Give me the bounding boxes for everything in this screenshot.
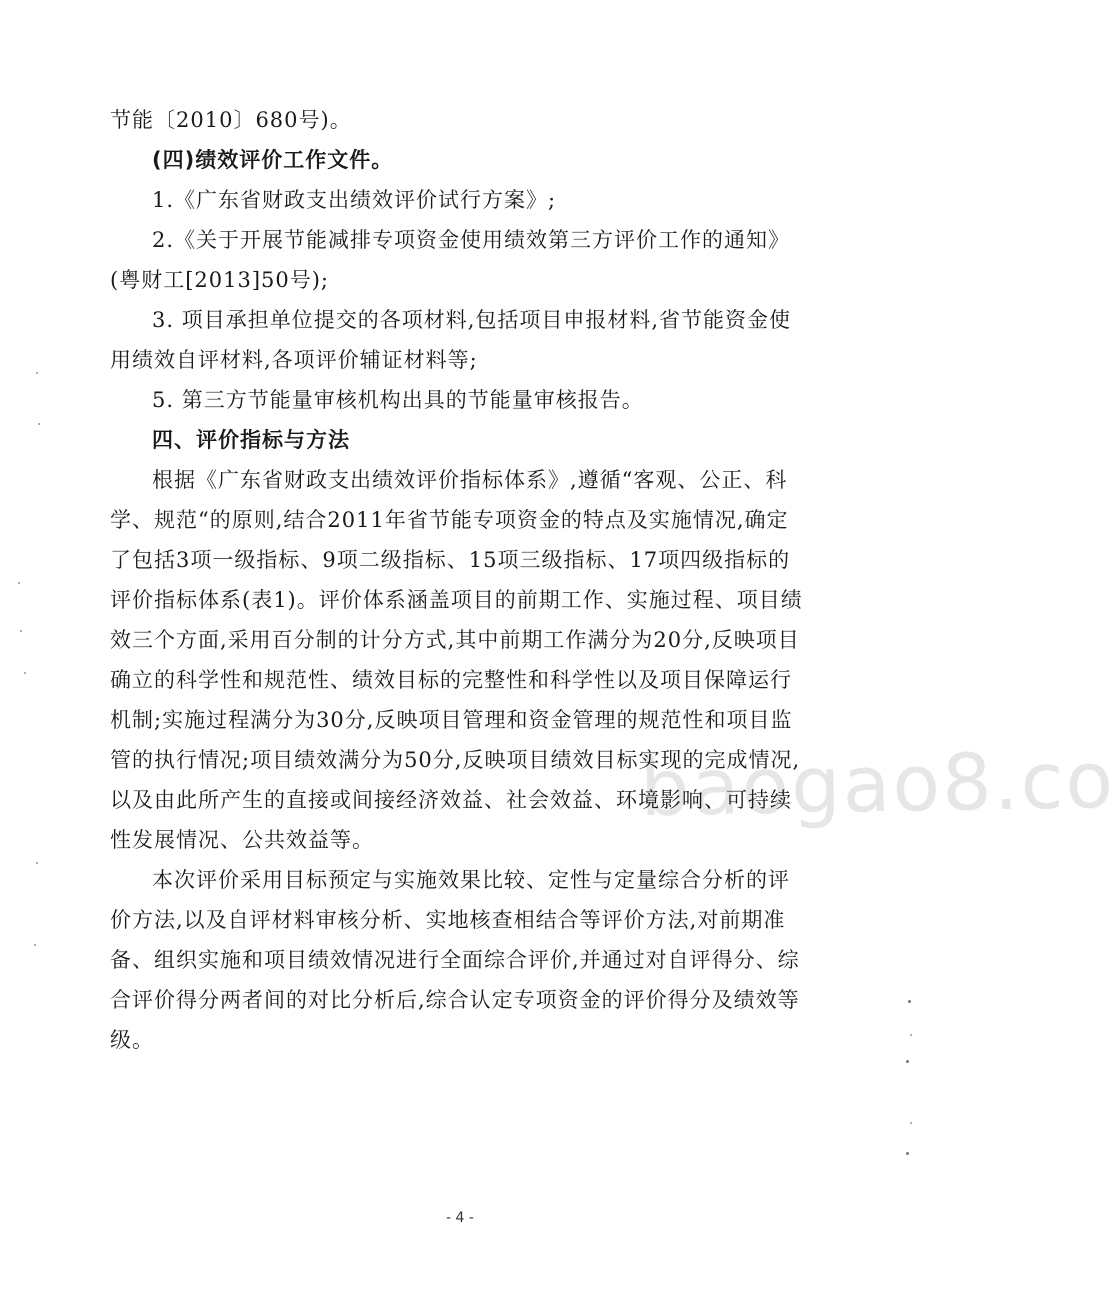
body-text (110, 100, 810, 1060)
list-item-3: 3. 项目承担单位提交的各项材料,包括项目申报材料,省节能资金使用绩效自评材料,各项评价辅证材料等; (110, 308, 792, 372)
scan-speck (906, 1060, 909, 1063)
section-heading-evaluation-documents: (四)绩效评价工作文件。 (152, 148, 394, 172)
scan-speck (36, 862, 38, 864)
scan-speck (910, 1034, 912, 1036)
scan-speck (36, 372, 38, 374)
list-item-2: 2.《关于开展节能减排专项资金使用绩效第三方评价工作的通知》(粤财工[2013]50号); (110, 228, 791, 292)
scan-speck (908, 1000, 911, 1003)
watermark-text: baogao8.co (639, 735, 1116, 835)
scan-speck (24, 672, 26, 674)
list-item-5: 5. 第三方节能量审核机构出具的节能量审核报告。 (152, 388, 644, 412)
scan-speck (38, 423, 40, 425)
scan-speck (910, 1122, 912, 1124)
scan-speck (20, 630, 22, 632)
paragraph-evaluation-method: 本次评价采用目标预定与实施效果比较、定性与定量综合分析的评价方法,以及自评材料审核分析、实地核查相结合等评价方法,对前期准备、组织实施和项目绩效情况进行全面综合评价,并通过对自评得分、综合评价得分两者间的对比分析后,综合认定专项资金的评价得分及绩效等级。 (110, 868, 800, 1052)
list-item-1: 1.《广东省财政支出绩效评价试行方案》; (152, 188, 557, 212)
scan-speck (18, 582, 20, 584)
page-number: - 4 - (446, 1210, 474, 1226)
scan-speck (34, 944, 36, 946)
paragraph-reference-continuation: 节能〔2010〕680号)。 (110, 108, 352, 132)
paragraph-indicator-system: 根据《广东省财政支出绩效评价指标体系》,遵循“客观、公正、科学、规范“的原则,结合2011年省节能专项资金的特点及实施情况,确定了包括3项一级指标、9项二级指标、15项三级指标、17项四级指标的评价指标体系(表1)。评价体系涵盖项目的前期工作、实施过程、项目绩效三个方面,采用百分制的计分方式,其中前期工作满分为20分,反映项目确立的科学性和规范性、绩效目标的完整性和科学性以及项目保障运行机制;实施过程满分为30分,反映项目管理和资金管理的规范性和项目监管的执行情况;项目绩效满分为50分,反映项目绩效目标实现的完成情况,以及由此所产生的直接或间接经济效益、社会效益、环境影响、可持续性发展情况、公共效益等。 (110, 468, 803, 852)
section-heading-indicators-methods: 四、评价指标与方法 (152, 428, 350, 452)
scan-speck (906, 1152, 909, 1155)
